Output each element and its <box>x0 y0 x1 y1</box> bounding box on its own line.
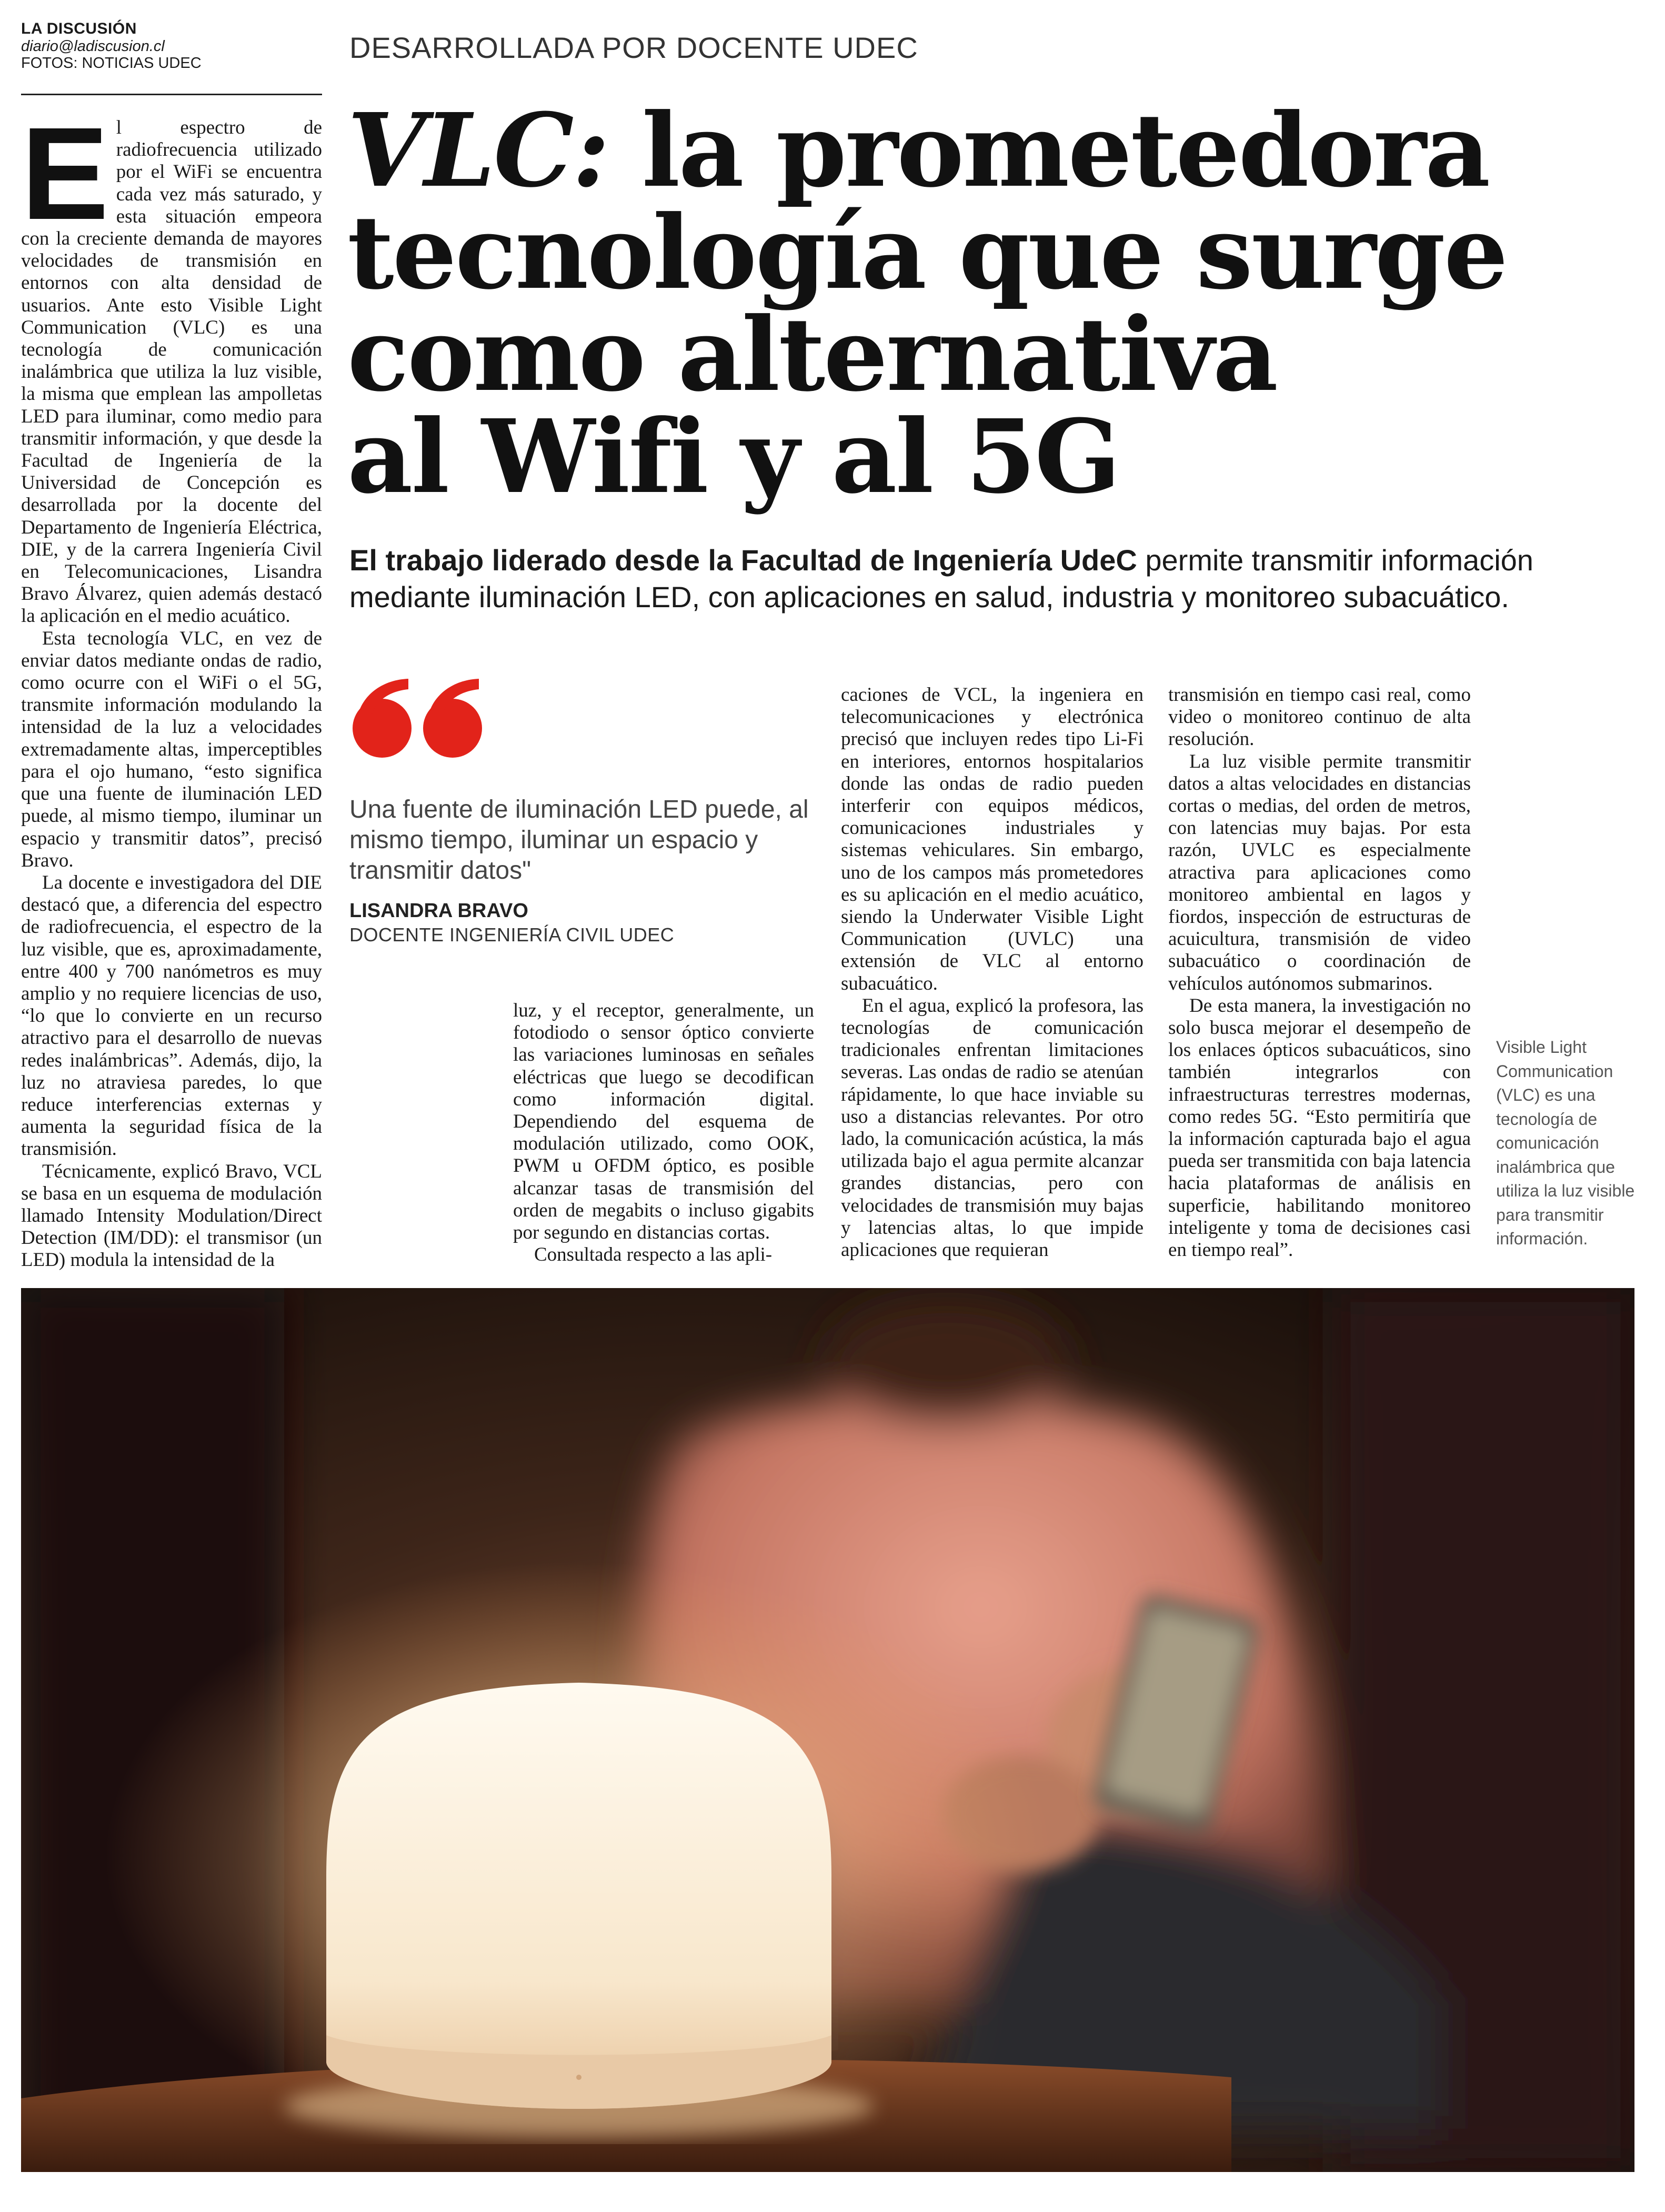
paragraph: Esta tecnología VLC, en vez de enviar datos mediante ondas de radio, como ocurre con el WiFi o el 5G, transmite información modulando la intensidad de la luz a velocidades extremadamente altas, imperceptibles para el ojo humano, “esto significa que una fuente de iluminación LED puede, al mismo tiempo, iluminar un espacio y transmitir datos”, precisó Bravo. <box>21 627 322 871</box>
paragraph: De esta manera, la investigación no solo busca mejorar el desempeño de los enlaces ópticos subacuáticos, sino también integrarlos con infraestructuras terrestres modernas, como redes 5G. “Esto permitiría que la información capturada bajo el agua pueda ser transmitida con baja latencia hacia plataformas de análisis en superficie, habilitando monitoreo inteligente y toma de decisiones casi en tiempo real”. <box>1168 994 1471 1261</box>
photo-caption: Visible Light Communication (VLC) es una tecnología de comunicación inalámbrica que utiliza la luz visible para transmitir información. <box>1496 1038 1635 1248</box>
paragraph: Consultada respecto a las apli- <box>534 1244 773 1266</box>
headline-line2: tecnología que surge <box>347 194 1507 312</box>
article-column-3 <box>841 684 1144 1261</box>
masthead-divider <box>21 94 322 95</box>
pull-quote-role: DOCENTE INGENIERÍA CIVIL UDEC <box>349 924 675 946</box>
paragraph: caciones de VCL, la ingeniera en telecomunicaciones y electrónica precisó que incluyen redes tipo Li-Fi en interiores, entornos hospitalarios donde las ondas de radio pueden interferir con equipos médicos, comunicaciones industriales y sistemas vehiculares. Sin embargo, uno de los campos más prometedores es su aplicación en el medio acuático, siendo la Underwater Visible Light Communication (UVLC) una extensión de VLC al entorno subacuático. <box>841 684 1144 994</box>
lede-bold: El trabajo liderado desde la Facultad de Ingeniería UdeC <box>349 544 1137 577</box>
paragraph: Técnicamente, explicó Bravo, VCL se basa en un esquema de modulación llamado Intensity Modulation/Direct Detection (IM/DD): el transmisor (un LED) modula la intensidad de la <box>21 1160 322 1271</box>
contact-email[interactable]: diario@ladiscusion.cl <box>21 37 165 55</box>
article-column-1 <box>21 100 322 1272</box>
vlc-lamp-photo <box>21 1288 1634 2172</box>
article-column-2 <box>513 1000 814 1266</box>
lede <box>349 542 1570 616</box>
headline-line1: la prometedora <box>608 92 1489 210</box>
lede-rest: permite transmitir información mediante iluminación LED, con aplicaciones en salud, industria y monitoreo subacuático. <box>349 544 1533 614</box>
masthead <box>21 20 202 72</box>
headline-line3: como alternativa <box>347 296 1277 414</box>
headline <box>347 92 1558 516</box>
section-kicker: DESARROLLADA POR DOCENTE UDEC <box>349 31 918 64</box>
headline-italic: VLC: <box>347 92 608 210</box>
paragraph: l espectro de radiofrecuencia utilizado por el WiFi se encuentra cada vez más saturado, y esta situación empeora con la creciente demanda de mayores velocidades de transmisión en entornos con alta densidad de usuarios. Ante esto Visible Light Communication (VLC) es una tecnología de comunicación inalámbrica que utiliza la luz visible, la misma que emplean las ampolletas LED para iluminar, como medio para transmitir información, y que desde la Facultad de Ingeniería de la Universidad de Concepción es desarrollada por la docente del Departamento de Ingeniería Eléctrica, DIE, y de la carrera Ingeniería Civil en Telecomunicaciones, Lisandra Bravo Álvarez, quien además destacó la aplicación en el medio acuático. <box>21 117 322 627</box>
paragraph: luz, y el receptor, generalmente, un fotodiodo o sensor óptico convierte las variaciones luminosas en señales eléctricas que luego se decodifican como información digital. Dependiendo del esquema de modulación utilizado, como OOK, PWM u OFDM óptico, es posible alcanzar tasas de transmisión del orden de megabits o incluso gigabits por segundo en distancias cortas. <box>513 1000 814 1244</box>
paragraph: La luz visible permite transmitir datos a altas velocidades en distancias cortas o medias, del orden de metros, con latencias muy bajas. Por esta razón, UVLC es especialmente atractiva para aplicaciones como monitoreo ambiental en lagos y fiordos, inspección de estructuras de acuicultura, transmisión de video subacuático o coordinación de vehículos autónomos submarinos. <box>1168 750 1471 994</box>
drop-cap: E <box>21 100 109 247</box>
photo-credit: FOTOS: NOTICIAS UDEC <box>21 55 202 72</box>
paragraph: En el agua, explicó la profesora, las tecnologías de comunicación tradicionales enfrentan limitaciones severas. Las ondas de radio se atenúan rápidamente, lo que hace inviable su uso a distancias relevantes. Por otro lado, la comunicación acústica, la más utilizada bajo el agua permite alcanzar grandes distancias, pero con velocidades de transmisión muy bajas y latencias altas, lo que impide aplicaciones que requieran <box>841 994 1144 1261</box>
quote-marks-icon <box>349 676 492 765</box>
pull-quote-text: Una fuente de iluminación LED puede, al mismo tiempo, iluminar un espacio y transmitir datos" <box>349 796 809 884</box>
paragraph: transmisión en tiempo casi real, como video o monitoreo continuo de alta resolución. <box>1168 684 1471 750</box>
article-photo <box>21 1288 1634 2172</box>
paragraph: La docente e investigadora del DIE destacó que, a diferencia del espectro de radiofrecuencia, el espectro de la luz visible, que es, aproximadamente, entre 400 y 700 nanómetros es muy amplio y no requiere licencias de uso, “lo que lo convierte en un recurso atractivo para el desarrollo de nuevas redes inalámbricas”. Además, dijo, la luz no atraviesa paredes, lo que reduce interferencias externas y aumenta la seguridad física de la transmisión. <box>21 871 322 1160</box>
article-column-4 <box>1168 684 1471 1261</box>
pull-quote-author: LISANDRA BRAVO <box>349 900 528 922</box>
headline-line4: al Wifi y al 5G <box>347 398 1119 516</box>
newspaper-name: LA DISCUSIÓN <box>21 20 137 37</box>
